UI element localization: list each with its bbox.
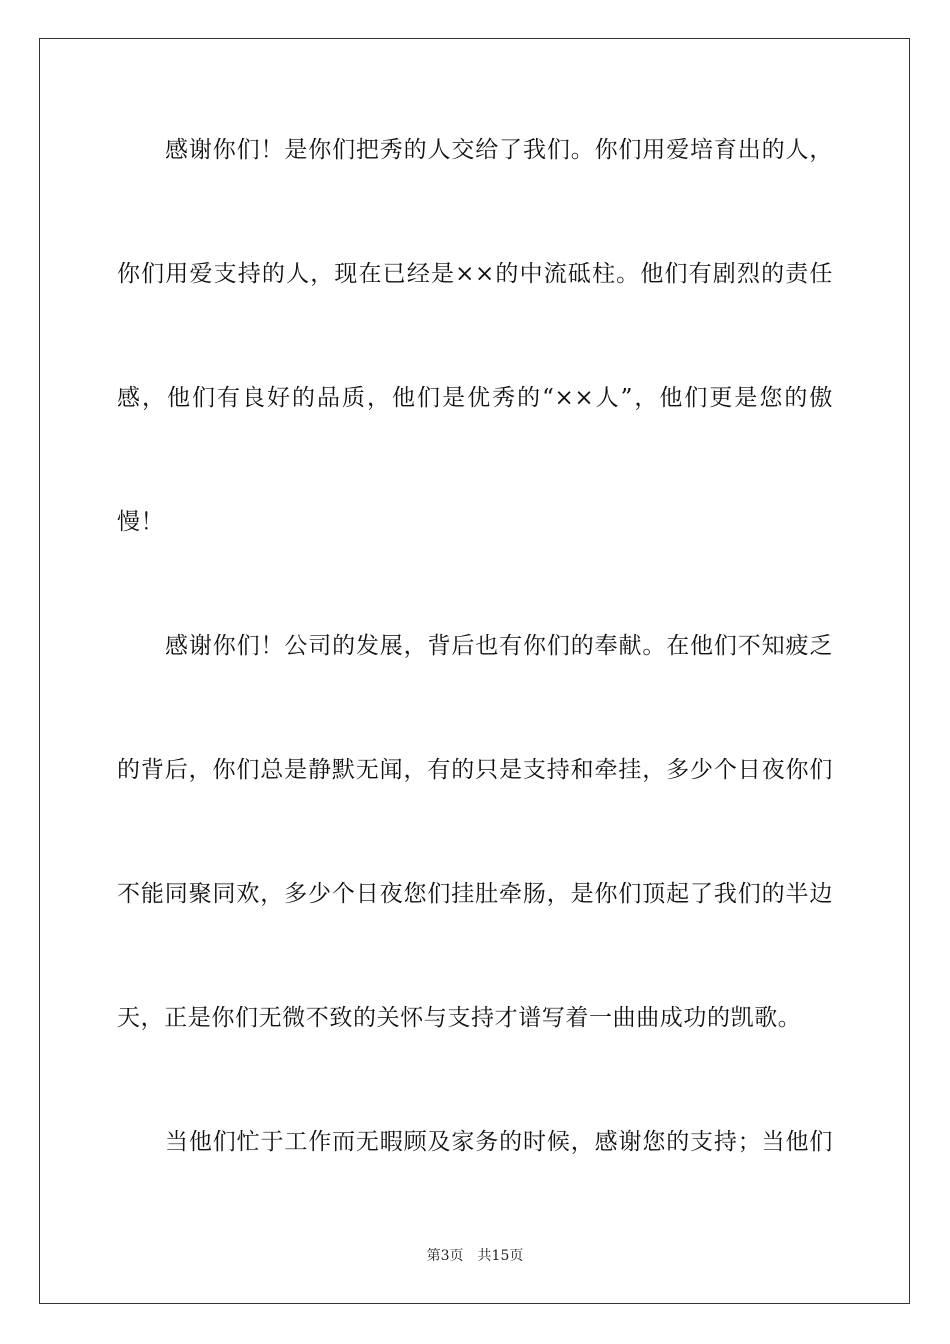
paragraph-3-line-1: 当他们忙于工作而无暇顾及家务的时候，感谢您的支持；当他们: [165, 1129, 833, 1155]
paragraph-2-line-4: 天，正是你们无微不致的关怀与支持才谱写着一曲曲成功的凯歌。: [117, 1005, 802, 1031]
paragraph-1-line-3: 感，他们有良好的品质，他们是优秀的“××人”，他们更是您的傲: [117, 385, 833, 411]
page-frame: [39, 38, 910, 1304]
paragraph-1-line-2: 你们用爱支持的人，现在已经是××的中流砥柱。他们有剧烈的责任: [117, 261, 833, 287]
page-number: 第3页: [426, 1248, 464, 1264]
page-total: 共15页: [477, 1248, 524, 1264]
paragraph-2-line-3: 不能同聚同欢，多少个日夜您们挂肚牵肠，是你们顶起了我们的半边: [117, 881, 833, 907]
paragraph-1-line-1: 感谢你们！是你们把秀的人交给了我们。你们用爱培育出的人，: [165, 137, 833, 163]
paragraph-2-line-2: 的背后，你们总是静默无闻，有的只是支持和牵挂，多少个日夜你们: [117, 757, 833, 783]
paragraph-1-line-4: 慢！: [117, 509, 165, 535]
page-footer: [0, 1246, 950, 1266]
paragraph-2-line-1: 感谢你们！公司的发展，背后也有你们的奉献。在他们不知疲乏: [165, 633, 833, 659]
